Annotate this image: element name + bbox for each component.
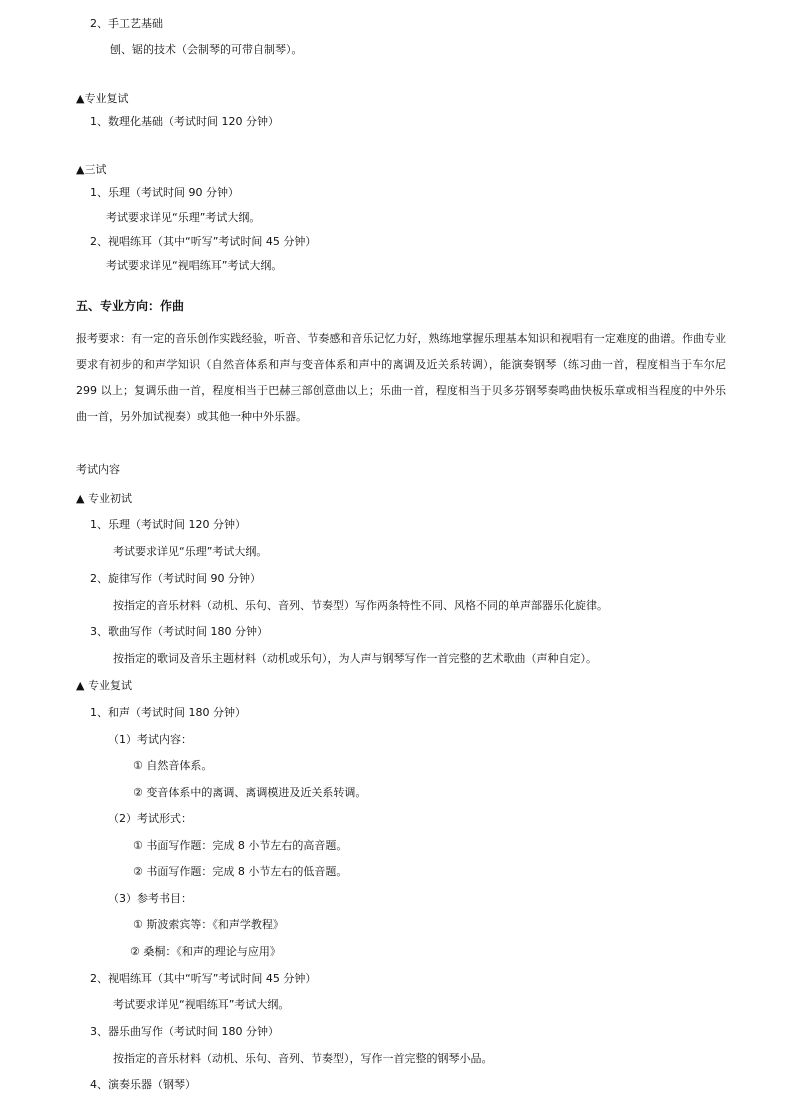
requirements-paragraph: 报考要求：有一定的音乐创作实践经验，听音、节奏感和音乐记忆力好，熟练地掌握乐理基本知识和视唱有一定难度的曲谱。作曲专业要求有初步的和声学知识（自然音体系和声与变音体系和声中的离调及近关系转调），能演奏钢琴（练习曲一首，程度相当于车尔尼 299 以上；复调乐曲一首，程度相当于巴赫三部创意曲以上；乐曲一首，程度相当于贝多芬钢琴奏鸣曲快板乐章或相当程度的中外乐曲一首，另外加试视奏）或其他一种中外乐器。 <box>76 332 726 423</box>
exam-content-heading: 考试内容 <box>76 463 120 476</box>
item-solfege-detail: 考试要求详见“视唱练耳”考试大纲。 <box>106 259 283 272</box>
item-song-writing: 3、歌曲写作（考试时间 180 分钟） <box>90 625 268 638</box>
harmony-reference-2: ② 桑桐：《和声的理论与应用》 <box>130 945 281 958</box>
item-music-theory: 1、乐理（考试时间 90 分钟） <box>90 186 239 199</box>
harmony-content-label: （1）考试内容： <box>108 733 192 746</box>
item-melody-writing: 2、旋律写作（考试时间 90 分钟） <box>90 572 261 585</box>
item-melody-writing-detail: 按指定的音乐材料（动机、乐句、音列、节奏型）写作两条特性不同、风格不同的单声部器乐化旋律。 <box>113 599 608 612</box>
harmony-content-2: ② 变音体系中的离调、离调模进及近关系转调。 <box>133 786 367 799</box>
section-professional-retest: ▲专业复试 <box>76 92 129 105</box>
item-handcraft-basics: 2、手工艺基础 <box>90 17 163 30</box>
item-performance-instrument: 4、演奏乐器（钢琴） <box>90 1078 196 1091</box>
harmony-content-1: ① 自然音体系。 <box>133 759 213 772</box>
item-math-physics-chem: 1、数理化基础（考试时间 120 分钟） <box>90 115 279 128</box>
item-handcraft-detail: 刨、锯的技术（会制琴的可带自制琴）。 <box>110 43 303 56</box>
item-music-theory-2: 1、乐理（考试时间 120 分钟） <box>90 518 246 531</box>
section-heading-composition: 五、专业方向：作曲 <box>76 299 185 313</box>
item-instrumental-writing: 3、器乐曲写作（考试时间 180 分钟） <box>90 1025 279 1038</box>
item-music-theory-2-detail: 考试要求详见“乐理”考试大纲。 <box>113 545 268 558</box>
item-music-theory-detail: 考试要求详见“乐理”考试大纲。 <box>106 211 261 224</box>
item-song-writing-detail: 按指定的歌词及音乐主题材料（动机或乐句），为人声与钢琴写作一首完整的艺术歌曲（声种自定）。 <box>113 652 597 665</box>
item-instrumental-writing-detail: 按指定的音乐材料（动机、乐句、音列、节奏型），写作一首完整的钢琴小品。 <box>113 1052 493 1065</box>
section-third-test: ▲三试 <box>76 163 107 176</box>
harmony-references-label: （3）参考书目： <box>108 892 192 905</box>
item-harmony: 1、和声（考试时间 180 分钟） <box>90 706 246 719</box>
harmony-form-1: ① 书面写作题：完成 8 小节左右的高音题。 <box>133 839 348 852</box>
harmony-reference-1: ① 斯波索宾等：《和声学教程》 <box>133 918 284 931</box>
harmony-form-label: （2）考试形式： <box>108 812 192 825</box>
item-solfege-2: 2、视唱练耳（其中“听写”考试时间 45 分钟） <box>90 972 317 985</box>
harmony-form-2: ② 书面写作题：完成 8 小节左右的低音题。 <box>133 865 348 878</box>
item-solfege: 2、视唱练耳（其中“听写”考试时间 45 分钟） <box>90 235 317 248</box>
section-professional-preliminary: ▲ 专业初试 <box>76 492 132 505</box>
item-solfege-2-detail: 考试要求详见“视唱练耳”考试大纲。 <box>113 998 290 1011</box>
section-professional-retest-2: ▲ 专业复试 <box>76 679 132 692</box>
